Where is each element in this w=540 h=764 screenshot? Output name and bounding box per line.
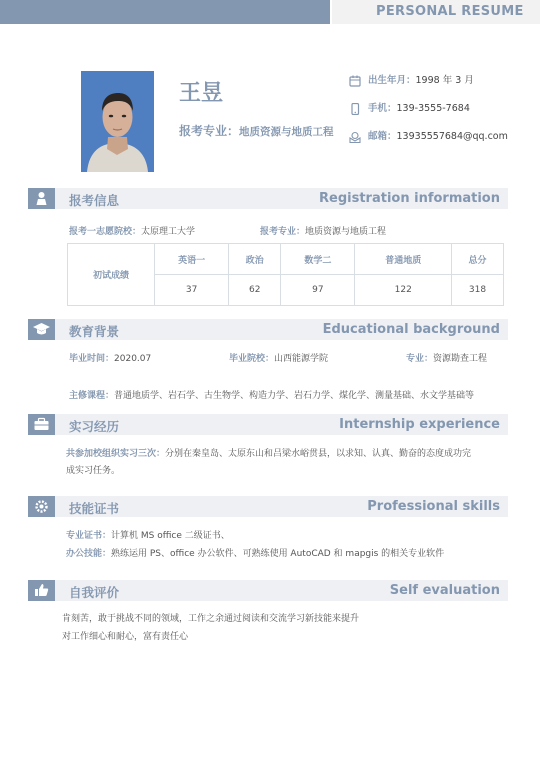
score-header: 普通地质 bbox=[355, 244, 452, 275]
internship-title-en: Internship experience bbox=[339, 417, 500, 432]
education-major-value: 资源勘查工程 bbox=[433, 354, 488, 364]
header-major bbox=[179, 122, 334, 139]
top-banner-bar bbox=[0, 0, 330, 24]
skills-title: 技能证书 bbox=[69, 501, 120, 516]
graduation-time-label: 毕业时间： bbox=[69, 354, 115, 364]
score-header: 总分 bbox=[452, 244, 504, 275]
score-header: 政治 bbox=[229, 244, 281, 275]
email-label: 邮箱： bbox=[368, 131, 397, 142]
applied-major-value: 地质资源与地质工程 bbox=[305, 227, 387, 237]
birth-row bbox=[368, 72, 474, 86]
evaluation-title: 自我评价 bbox=[69, 585, 120, 600]
first-choice-school-value: 太原理工大学 bbox=[141, 227, 196, 237]
registration-title-en: Registration information bbox=[319, 191, 500, 206]
score-value: 62 bbox=[229, 275, 281, 306]
score-value: 37 bbox=[155, 275, 229, 306]
evaluation-title-en: Self evaluation bbox=[389, 583, 500, 598]
candidate-name: 王昱 bbox=[179, 81, 224, 106]
email-value[interactable]: 13935557684@qq.com bbox=[396, 131, 508, 142]
internship-title: 实习经历 bbox=[69, 419, 120, 434]
score-value: 122 bbox=[355, 275, 452, 306]
certificate-value: 计算机 MS office 二级证书、 bbox=[111, 531, 230, 541]
graduation-time bbox=[69, 351, 151, 364]
evaluation-line-2: 对工作细心和耐心，富有责任心 bbox=[62, 632, 189, 642]
score-value: 318 bbox=[452, 275, 504, 306]
graduation-cap-icon bbox=[28, 319, 55, 340]
office-skills-label: 办公技能： bbox=[66, 549, 112, 559]
office-skills-value: 熟练运用 PS、office 办公软件、可熟练使用 AutoCAD 和 mapgis 的相关专业软件 bbox=[111, 549, 445, 559]
internship-line-2: 成实习任务。 bbox=[66, 466, 121, 476]
internship-line-1-value: 分别在秦皇岛、太原东山和吕梁水峪贯县，以求知、认真、勤奋的态度成功完 bbox=[165, 449, 472, 459]
gear-icon bbox=[28, 496, 55, 517]
main-courses-value: 普通地质学、岩石学、古生物学、构造力学、岩石力学、煤化学、测量基础、水文学基础等 bbox=[114, 391, 475, 401]
education-major bbox=[406, 351, 487, 364]
calendar-icon bbox=[349, 72, 361, 84]
applied-major-label: 报考专业： bbox=[260, 227, 306, 237]
score-table bbox=[67, 243, 504, 306]
graduation-school-label: 毕业院校： bbox=[229, 354, 275, 364]
score-header-row bbox=[68, 244, 504, 275]
first-choice-school bbox=[69, 224, 195, 237]
header-major-label: 报考专业： bbox=[179, 124, 240, 138]
certificate-line bbox=[66, 528, 230, 541]
phone-row bbox=[368, 100, 470, 114]
banner-title: PERSONAL RESUME bbox=[376, 4, 524, 19]
mail-icon bbox=[349, 128, 361, 140]
internship-line-1 bbox=[66, 446, 471, 459]
profile-photo bbox=[81, 71, 154, 172]
score-value: 97 bbox=[281, 275, 355, 306]
email-row bbox=[368, 128, 508, 142]
main-courses bbox=[69, 388, 474, 401]
graduation-school bbox=[229, 351, 328, 364]
portrait-image bbox=[81, 71, 154, 172]
certificate-label: 专业证书： bbox=[66, 531, 112, 541]
internship-line-1-label: 共参加校组织实习三次： bbox=[66, 449, 166, 459]
birth-label: 出生年月： bbox=[368, 75, 416, 86]
thumbs-up-icon bbox=[28, 580, 55, 601]
evaluation-line-1: 肯刻苦，敢于挑战不同的领域，工作之余通过阅读和交流学习新技能来提升 bbox=[62, 614, 360, 624]
office-skills-line bbox=[66, 546, 444, 559]
education-title: 教育背景 bbox=[69, 324, 120, 339]
main-courses-label: 主修课程： bbox=[69, 391, 115, 401]
education-major-label: 专业： bbox=[406, 354, 434, 364]
graduation-time-value: 2020.07 bbox=[114, 354, 152, 364]
briefcase-icon bbox=[28, 414, 55, 435]
registration-title: 报考信息 bbox=[69, 193, 120, 208]
scores-label: 初试成绩 bbox=[68, 244, 155, 306]
first-choice-school-label: 报考一志愿院校： bbox=[69, 227, 142, 237]
score-header: 英语一 bbox=[155, 244, 229, 275]
score-header: 数学二 bbox=[281, 244, 355, 275]
graduation-school-value: 山西能源学院 bbox=[274, 354, 329, 364]
phone-value: 139-3555-7684 bbox=[396, 103, 470, 114]
person-icon bbox=[28, 188, 55, 209]
header-major-value: 地质资源与地质工程 bbox=[239, 126, 334, 138]
skills-title-en: Professional skills bbox=[367, 499, 500, 514]
education-title-en: Educational background bbox=[322, 322, 500, 337]
phone-icon bbox=[349, 100, 361, 112]
phone-label: 手机： bbox=[368, 103, 397, 114]
birth-value: 1998 年 3 月 bbox=[415, 75, 474, 86]
applied-major bbox=[260, 224, 386, 237]
